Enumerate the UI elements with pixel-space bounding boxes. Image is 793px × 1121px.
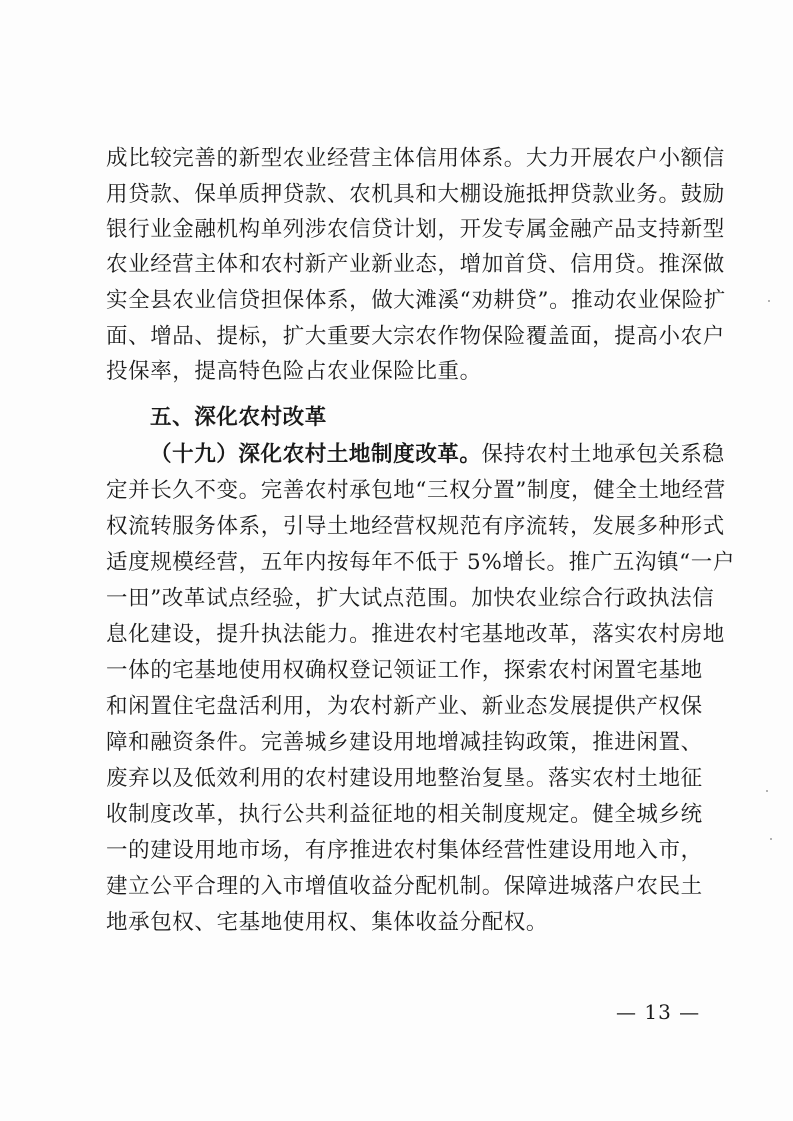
paragraph-1-line-5: 实全县农业信贷担保体系，做大滩溪“劝耕贷”。推动农业保险扩	[106, 288, 726, 313]
paragraph-1-line-3: 银行业金融机构单列涉农信贷计划，开发专属金融产品支持新型	[106, 217, 725, 242]
paragraph-1-line-2: 用贷款、保单质押贷款、农机具和大棚设施抵押贷款业务。鼓励	[106, 182, 725, 207]
paragraph-1-line-7: 投保率，提高特色险占农业保险比重。	[106, 359, 482, 384]
paragraph-2-line-12: 一的建设用地市场，有序推进农村集体经营性建设用地入市，	[106, 838, 703, 863]
paragraph-2-line-6: 息化建设，提升执法能力。推进农村宅基地改革，落实农村房地	[106, 622, 725, 647]
paragraph-2-line-10: 废弃以及低效利用的农村建设用地整治复垦。落实农村土地征	[106, 766, 703, 791]
paragraph-2-line-9: 障和融资条件。完善城乡建设用地增减挂钩政策，推进闲置、	[106, 730, 703, 755]
paragraph-2-line-3: 权流转服务体系，引导土地经营权规范有序流转，发展多种形式	[106, 514, 725, 539]
paragraph-1-line-4: 农业经营主体和农村新产业新业态，增加首贷、信用贷。推深做	[106, 252, 725, 277]
page-number: — 13 —	[616, 1000, 701, 1024]
paragraph-2-line-1	[150, 440, 725, 470]
paragraph-2-line-5: 一田”改革试点经验，扩大试点范围。加快农业综合行政执法信	[106, 586, 715, 611]
paragraph-1-line-1: 成比较完善的新型农业经营主体信用体系。大力开展农户小额信	[106, 146, 725, 171]
paragraph-2-line-1-rest: 保持农村土地承包关系稳	[481, 442, 725, 467]
paragraph-2-line-2: 定并长久不变。完善农村承包地“三权分置”制度，健全土地经营	[106, 478, 726, 503]
paragraph-2-line-7: 一体的宅基地使用权确权登记领证工作，探索农村闲置宅基地	[106, 658, 703, 683]
paragraph-2-lead-title: （十九）深化农村土地制度改革。	[150, 442, 482, 467]
section-heading: 五、深化农村改革	[150, 405, 327, 430]
scan-speck	[768, 300, 770, 302]
paragraph-2-line-8: 和闲置住宅盘活利用，为农村新产业、新业态发展提供产权保	[106, 694, 703, 719]
paragraph-2-line-14: 地承包权、宅基地使用权、集体收益分配权。	[106, 910, 549, 935]
paragraph-2-line-11: 收制度改革，执行公共利益征地的相关制度规定。健全城乡统	[106, 802, 703, 827]
paragraph-2-line-13: 建立公平合理的入市增值收益分配机制。保障进城落户农民土	[106, 874, 703, 899]
scan-speck	[770, 838, 772, 840]
paragraph-2-line-4: 适度规模经营，五年内按每年不低于 5%增长。推广五沟镇“一户	[106, 550, 735, 575]
scan-speck	[766, 790, 768, 792]
paragraph-1-line-6: 面、增品、提标，扩大重要大宗农作物保险覆盖面，提高小农户	[106, 324, 725, 349]
